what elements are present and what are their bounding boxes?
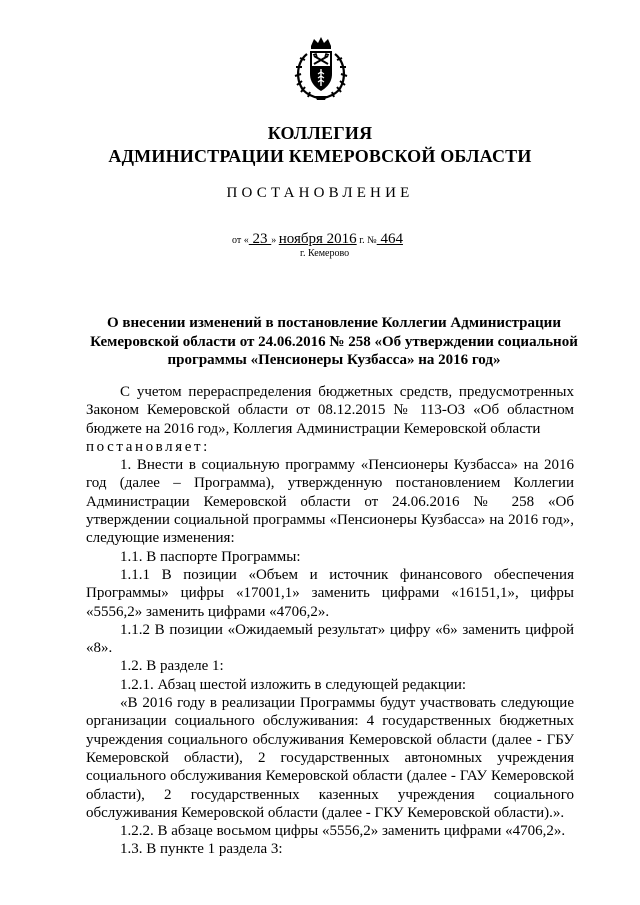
paragraph: 1.2.2. В абзаце восьмом цифры «5556,2» заменить цифрами «4706,2». (120, 823, 566, 840)
city: г. Кемерово (300, 248, 350, 259)
paragraph: 1.1.1 В позиции «Объем и источник финансового обеспечения Программы» цифры «17001,1» заменить цифрами «16151,1», цифры «5556,2» заменить цифрами «4706,2». (86, 566, 574, 620)
paragraph: 1.1. В паспорте Программы: (120, 548, 301, 565)
date-separator: » (271, 235, 279, 246)
paragraph: 1.2. В разделе 1: (120, 658, 224, 675)
organization-name-line2: АДМИНИСТРАЦИИ КЕМЕРОВСКОЙ ОБЛАСТИ (108, 146, 532, 166)
date-month-year: ноября 2016 (278, 231, 357, 247)
date-day: 23 (248, 231, 272, 247)
paragraph: «В 2016 году в реализации Программы будут участвовать следующие организации социального обслуживания: 4 государственных бюджетных учреждения социального обслуживания Кемеровской области (далее - ГБУ Кемеровской области), 2 государственных автономных учреждения социального обслуживания Кемеровской области (далее - ГАУ Кемеровской области), 2 государственных казенных учреждения социального обслуживания Кемеровской области (далее - ГКУ Кемеровской области).». (86, 695, 574, 821)
date-prefix: от « (232, 235, 249, 246)
paragraph: 1.3. В пункте 1 раздела 3: (120, 841, 283, 858)
document-number: 464 (376, 231, 403, 247)
document-type: ПОСТАНОВЛЕНИЕ (226, 185, 414, 201)
document-title: О внесении изменений в постановление Коллегии Администрации Кемеровской области от 24.06.2016 № 258 «Об утверждении социальной программы «Пенсионеры Кузбасса» на 2016 год» (90, 315, 578, 368)
paragraph: 1.2.1. Абзац шестой изложить в следующей редакции: (120, 676, 467, 693)
document-date-number (232, 230, 403, 250)
year-number-label: г. № (356, 235, 377, 246)
resolves-word: постановляет: (86, 438, 210, 455)
paragraph: 1.1.2 В позиции «Ожидаемый результат» цифру «6» заменить цифрой «8». (86, 621, 574, 657)
paragraph: 1. Внести в социальную программу «Пенсионеры Кузбасса» на 2016 год (далее – Программа), утвержденную постановлением Коллегии Администрации Кемеровской области от 24.06.2016 № 258 «Об утверждении социальной программы «Пенсионеры Кузбасса» на 2016 год», следующие изменения: (86, 457, 574, 547)
organization-name: КОЛЛЕГИЯ (267, 123, 373, 143)
paragraph (86, 383, 574, 456)
document-body (86, 383, 574, 859)
kemerovo-coat-of-arms-icon (291, 36, 351, 102)
paragraph-text: С учетом перераспределения бюджетных средств, предусмотренных Законом Кемеровской области от 08.12.2015 № 113-ОЗ «Об областном бюджете на 2016 год», Коллегия Администрации Кемеровской области (86, 384, 574, 437)
